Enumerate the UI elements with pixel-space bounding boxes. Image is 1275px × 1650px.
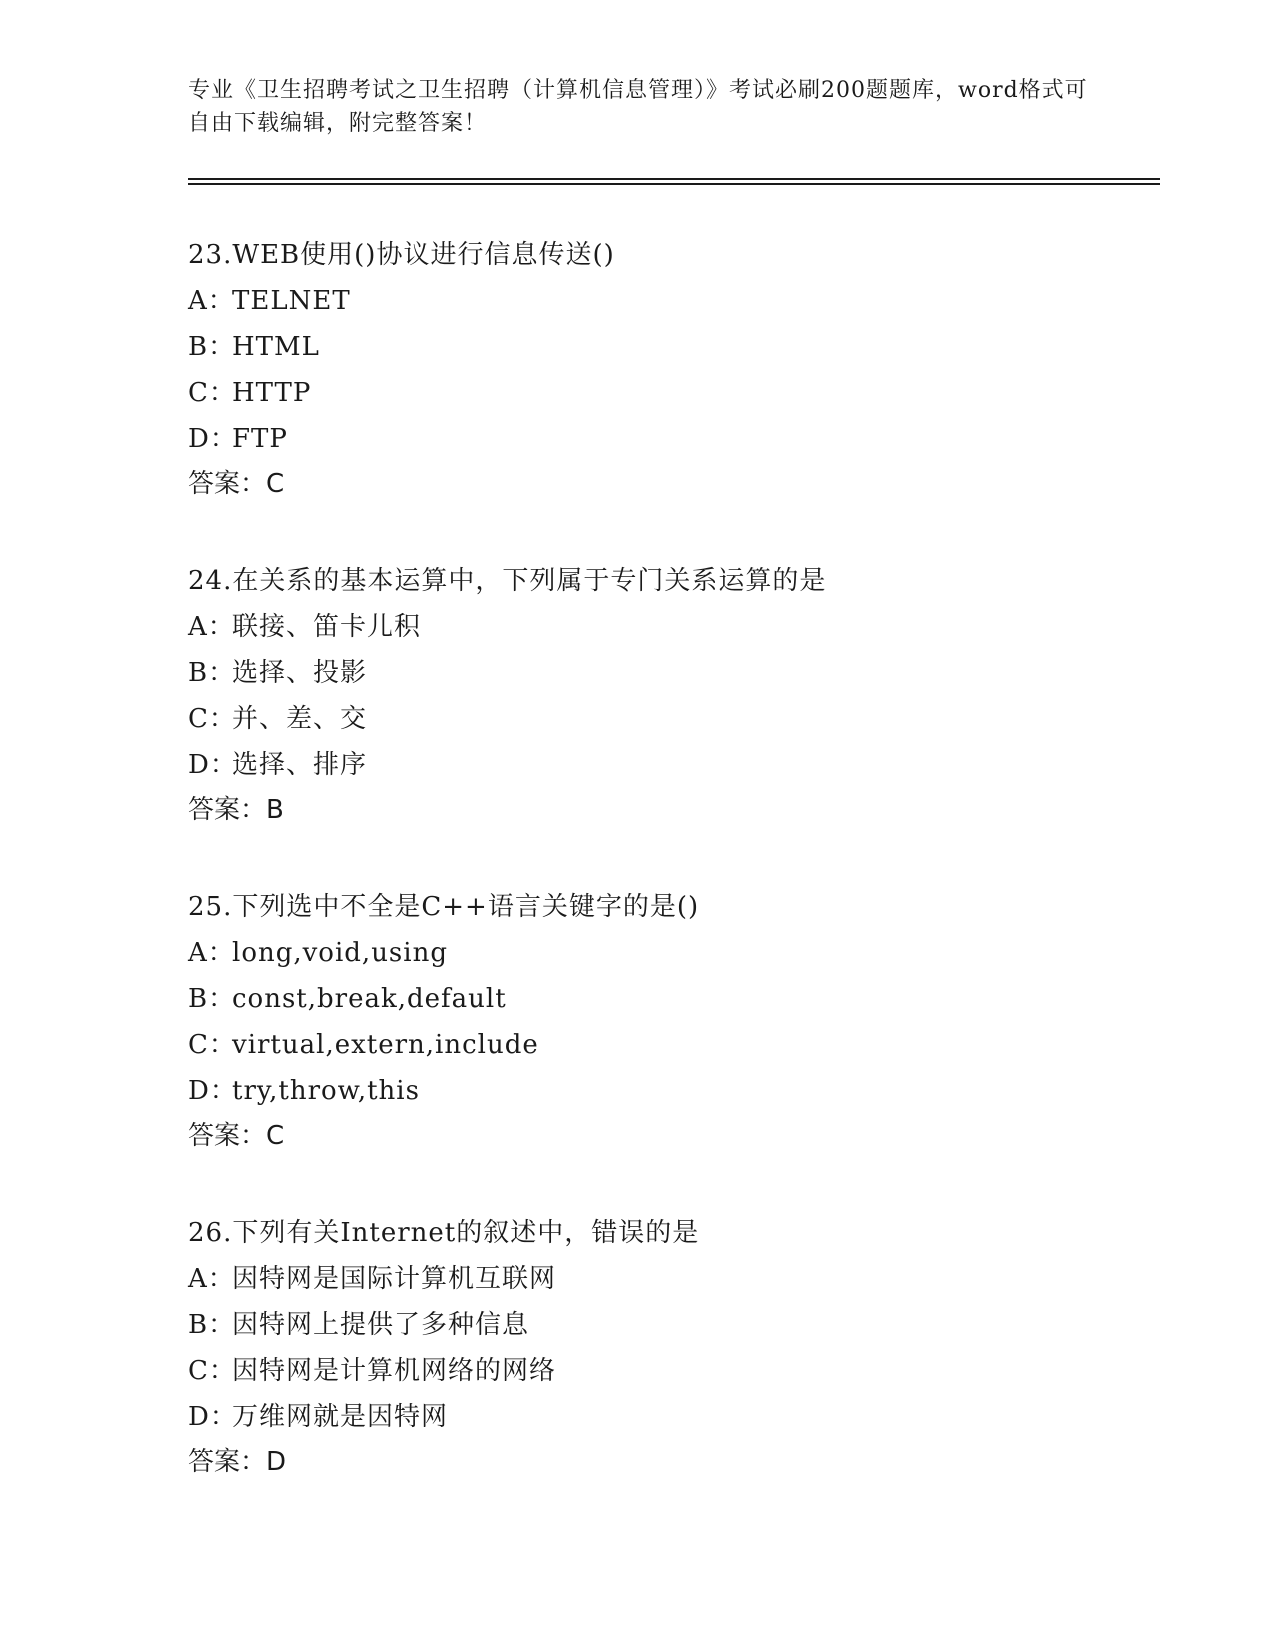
- option-key: B：: [188, 1310, 236, 1340]
- option-text: 选择、投影: [232, 658, 368, 688]
- question-26: [188, 1210, 1148, 1484]
- option-b: [188, 976, 1148, 1022]
- option-text: HTTP: [232, 378, 312, 408]
- option-key: B：: [188, 984, 236, 1014]
- question-list: [188, 232, 1148, 1484]
- question-25: [188, 884, 1148, 1210]
- option-c: [188, 1348, 1148, 1394]
- option-text: HTML: [232, 332, 320, 362]
- document-header: [188, 74, 1088, 140]
- question-spacer: [188, 1158, 1148, 1210]
- option-b: [188, 1302, 1148, 1348]
- option-d: [188, 1068, 1148, 1114]
- answer-line: 答案：C: [188, 1121, 285, 1151]
- option-key: B：: [188, 332, 236, 362]
- option-key: C：: [188, 1030, 236, 1060]
- question-23: [188, 232, 1148, 558]
- option-text: FTP: [232, 424, 288, 454]
- question-title: 25.下列选中不全是C++语言关键字的是(): [188, 892, 700, 922]
- option-b: [188, 324, 1148, 370]
- option-key: A：: [188, 938, 235, 968]
- option-key: D：: [188, 1402, 237, 1432]
- option-text: 因特网是计算机网络的网络: [232, 1356, 557, 1386]
- option-text: TELNET: [232, 286, 351, 316]
- option-c: [188, 370, 1148, 416]
- option-key: D：: [188, 424, 237, 454]
- option-key: D：: [188, 750, 237, 780]
- option-text: 万维网就是因特网: [232, 1402, 449, 1432]
- option-text: 选择、排序: [232, 750, 368, 780]
- option-key: A：: [188, 286, 235, 316]
- option-a: [188, 930, 1148, 976]
- answer-line: 答案：C: [188, 469, 285, 499]
- option-text: 因特网上提供了多种信息: [232, 1310, 530, 1340]
- option-text: virtual,extern,include: [232, 1030, 539, 1060]
- question-24: [188, 558, 1148, 884]
- option-d: [188, 1394, 1148, 1440]
- option-a: [188, 604, 1148, 650]
- answer-line: 答案：D: [188, 1447, 287, 1477]
- question-title: 24.在关系的基本运算中，下列属于专门关系运算的是: [188, 566, 827, 596]
- option-key: C：: [188, 704, 236, 734]
- option-d: [188, 742, 1148, 788]
- question-spacer: [188, 506, 1148, 558]
- option-text: 因特网是国际计算机互联网: [232, 1264, 557, 1294]
- option-c: [188, 1022, 1148, 1068]
- header-divider-bottom: [188, 183, 1160, 185]
- option-text: 联接、笛卡儿积: [232, 612, 422, 642]
- option-text: const,break,default: [232, 984, 507, 1014]
- option-key: A：: [188, 612, 235, 642]
- option-a: [188, 1256, 1148, 1302]
- option-key: A：: [188, 1264, 235, 1294]
- header-divider-top: [188, 178, 1160, 180]
- answer-line: 答案：B: [188, 795, 284, 825]
- option-d: [188, 416, 1148, 462]
- option-key: B：: [188, 658, 236, 688]
- question-spacer: [188, 832, 1148, 884]
- option-key: C：: [188, 378, 236, 408]
- option-key: D：: [188, 1076, 237, 1106]
- option-text: 并、差、交: [232, 704, 368, 734]
- option-a: [188, 278, 1148, 324]
- option-text: long,void,using: [232, 938, 448, 968]
- question-title: 26.下列有关Internet的叙述中，错误的是: [188, 1218, 700, 1248]
- option-key: C：: [188, 1356, 236, 1386]
- option-b: [188, 650, 1148, 696]
- option-text: try,throw,this: [232, 1076, 420, 1106]
- header-text: 专业《卫生招聘考试之卫生招聘（计算机信息管理）》考试必刷200题题库，word格式可自由下载编辑，附完整答案！: [188, 78, 1088, 136]
- question-title: 23.WEB使用()协议进行信息传送(): [188, 240, 615, 270]
- option-c: [188, 696, 1148, 742]
